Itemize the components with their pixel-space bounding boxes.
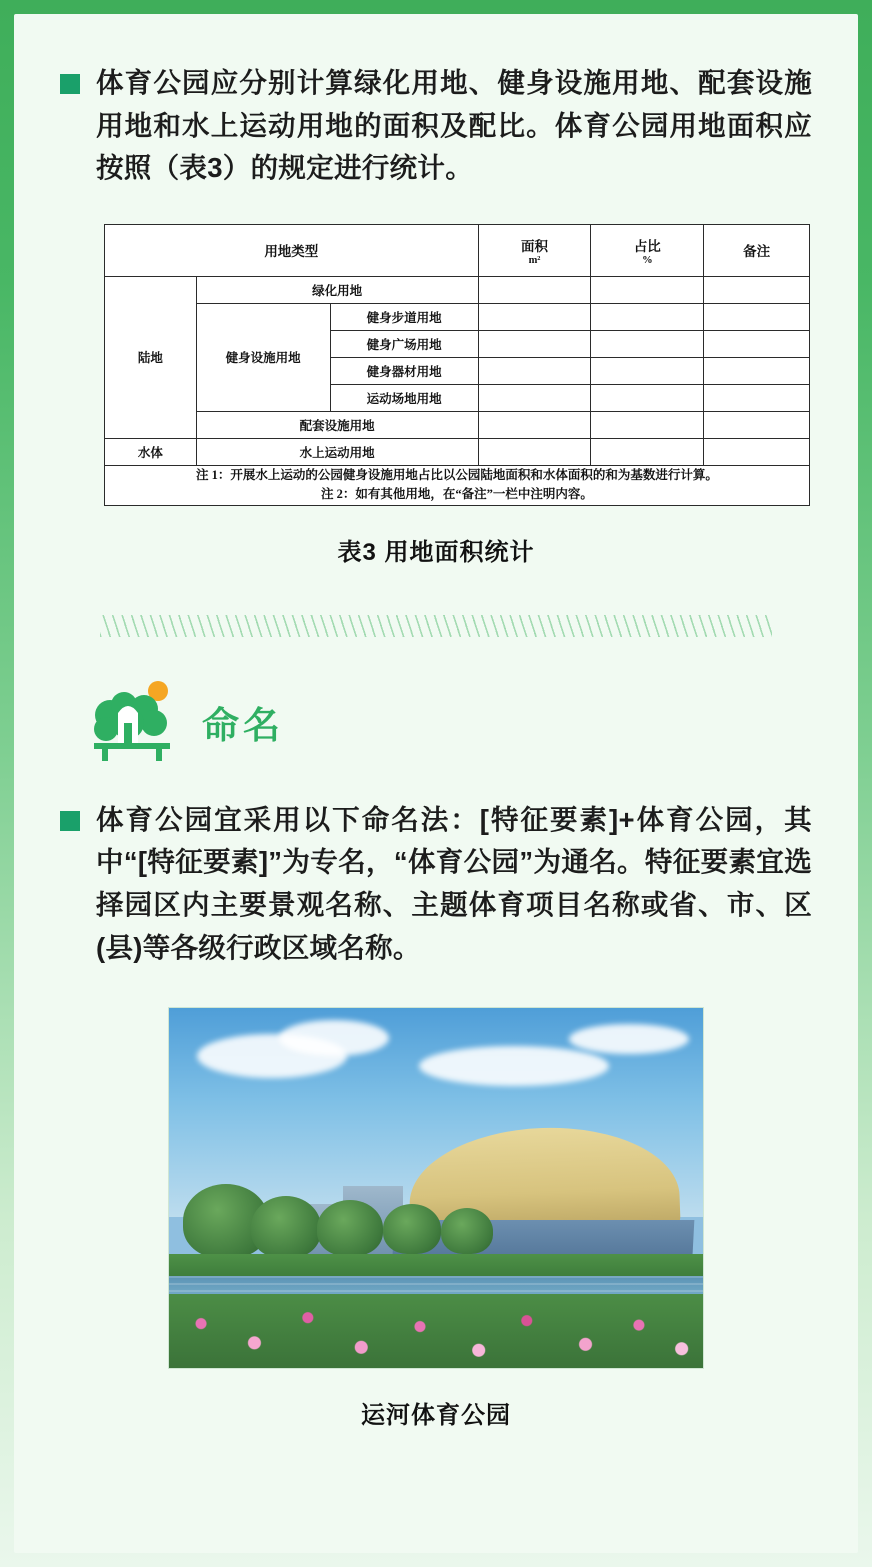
cell-ratio-green bbox=[591, 276, 704, 303]
cell-group-land: 陆地 bbox=[105, 276, 197, 438]
header-ratio-unit: % bbox=[642, 254, 653, 266]
table-row bbox=[105, 438, 810, 465]
table-note-1: 注 1：开展水上运动的公园健身设施用地占比以公园陆地面积和水体面积的和为基数进行计算。 bbox=[196, 467, 718, 482]
photo-tree bbox=[383, 1204, 441, 1254]
cell-group-water: 水体 bbox=[105, 438, 197, 465]
cell-remark-equipment bbox=[704, 357, 810, 384]
photo-block bbox=[168, 1007, 704, 1430]
section-divider bbox=[100, 615, 772, 637]
section-title: 命名 bbox=[202, 704, 284, 746]
cell-water-sport-land: 水上运动用地 bbox=[196, 438, 478, 465]
bullet-square-icon bbox=[60, 811, 80, 831]
paragraph-2-text: 体育公园宜采用以下命名法：[特征要素]+体育公园，其中“[特征要素]”为专名，“体育公园”为通名。特征要素宜选择园区内主要景观名称、主题体育项目名称或省、市、区(县)等各级行政区域名称。 bbox=[96, 803, 812, 963]
header-area-label: 面积 bbox=[521, 238, 549, 254]
photo-tree bbox=[317, 1200, 383, 1256]
park-tree-icon bbox=[88, 679, 184, 765]
header-ratio bbox=[591, 224, 704, 276]
cell-equipment-land: 健身器材用地 bbox=[330, 357, 478, 384]
photo-cloud bbox=[569, 1024, 689, 1054]
land-area-table bbox=[104, 224, 810, 506]
cell-support-facility-land: 配套设施用地 bbox=[196, 411, 478, 438]
cell-square-land: 健身广场用地 bbox=[330, 330, 478, 357]
cell-remark-field bbox=[704, 384, 810, 411]
cell-ratio-field bbox=[591, 384, 704, 411]
bullet-square-icon bbox=[60, 74, 80, 94]
document-content bbox=[14, 14, 858, 1553]
cell-ratio-equipment bbox=[591, 357, 704, 384]
cell-area-square bbox=[478, 330, 591, 357]
photo-cloud bbox=[279, 1020, 389, 1056]
photo-flower-field bbox=[169, 1294, 703, 1368]
cell-remark-support bbox=[704, 411, 810, 438]
photo-caption: 运河体育公园 bbox=[361, 1402, 511, 1430]
table-row bbox=[105, 411, 810, 438]
cell-ratio-square bbox=[591, 330, 704, 357]
cell-remark-green bbox=[704, 276, 810, 303]
header-remark: 备注 bbox=[704, 224, 810, 276]
cell-ratio-water bbox=[591, 438, 704, 465]
table-caption: 表3 用地面积统计 bbox=[337, 538, 535, 566]
section-heading bbox=[88, 679, 812, 765]
photo-tree bbox=[251, 1196, 321, 1258]
cell-area-field bbox=[478, 384, 591, 411]
cell-field-land: 运动场地用地 bbox=[330, 384, 478, 411]
cell-area-support bbox=[478, 411, 591, 438]
cell-area-green bbox=[478, 276, 591, 303]
table-notes bbox=[105, 465, 810, 505]
cell-area-equipment bbox=[478, 357, 591, 384]
cell-ratio-trail bbox=[591, 303, 704, 330]
cell-area-trail bbox=[478, 303, 591, 330]
page-inner-card bbox=[14, 14, 858, 1553]
land-area-table-wrapper bbox=[104, 224, 810, 506]
paragraph-1-text: 体育公园应分别计算绿化用地、健身设施用地、配套设施用地和水上运动用地的面积及配比。体育公园用地面积应按照（表3）的规定进行统计。 bbox=[96, 67, 812, 184]
header-area-unit: m² bbox=[528, 254, 541, 266]
cell-remark-water bbox=[704, 438, 810, 465]
table-row bbox=[105, 303, 810, 330]
header-ratio-label: 占比 bbox=[633, 238, 661, 254]
photo-cloud bbox=[419, 1046, 609, 1086]
cell-remark-square bbox=[704, 330, 810, 357]
park-photo bbox=[168, 1007, 704, 1369]
cell-area-water bbox=[478, 438, 591, 465]
table-row bbox=[105, 276, 810, 303]
cell-green-land: 绿化用地 bbox=[196, 276, 478, 303]
header-land-type: 用地类型 bbox=[105, 224, 479, 276]
cell-trail-land: 健身步道用地 bbox=[330, 303, 478, 330]
table-notes-row bbox=[105, 465, 810, 505]
header-area bbox=[478, 224, 591, 276]
table-header-row bbox=[105, 224, 810, 276]
photo-tree bbox=[441, 1208, 493, 1254]
cell-fitness-facility-land: 健身设施用地 bbox=[196, 303, 330, 411]
table-note-2: 注 2：如有其他用地，在“备注”一栏中注明内容。 bbox=[321, 487, 593, 502]
cell-ratio-support bbox=[591, 411, 704, 438]
paragraph-block-1 bbox=[60, 62, 812, 190]
paragraph-block-2 bbox=[60, 799, 812, 970]
cell-remark-trail bbox=[704, 303, 810, 330]
